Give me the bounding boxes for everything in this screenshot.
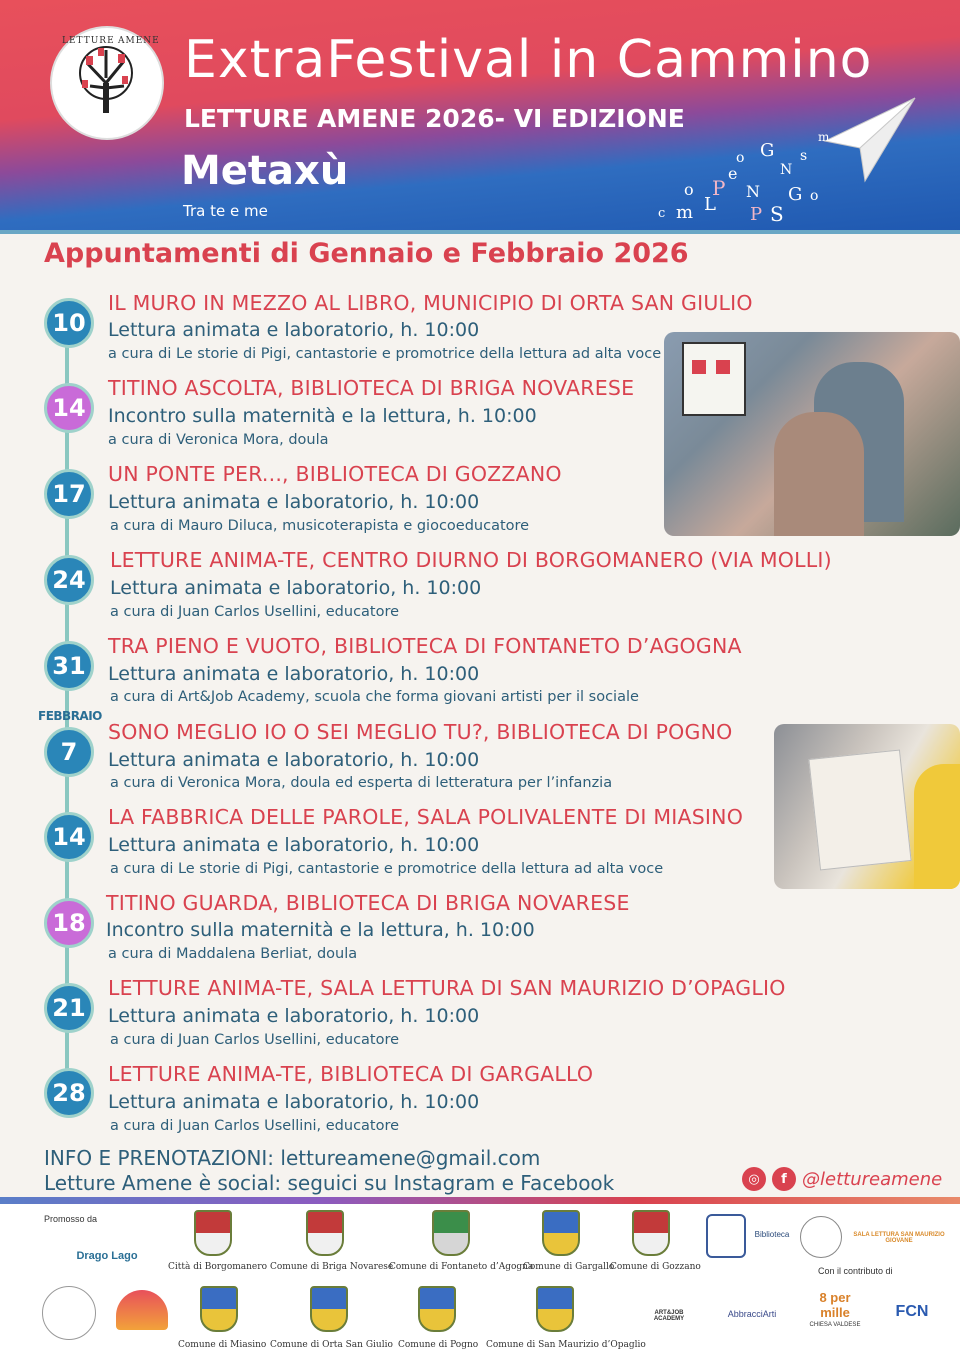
event-organizer: a cura di Le storie di Pigi, cantastorie e promotrice della lettura ad alta voce [108, 346, 662, 362]
event-organizer: a cura di Le storie di Pigi, cantastorie e promotrice della lettura ad alta voce [110, 861, 664, 877]
sponsor-label: Comune di San Maurizio d’Opaglio [486, 1340, 646, 1350]
month-label-febbraio: FEBBRAIO [38, 709, 102, 723]
flying-letters-decoration: c m o L P e o N P G S N G s o m [658, 130, 830, 226]
event-organizer: a cura di Art&Job Academy, scuola che forma giovani artisti per il sociale [110, 689, 639, 705]
art-job-academy-logo: ART&JOB ACADEMY [653, 1310, 685, 1322]
event-description: Lettura animata e laboratorio, h. 10:00 [108, 749, 480, 771]
event-title: TITINO GUARDA, BIBLIOTECA DI BRIGA NOVARESE [106, 891, 630, 915]
event-title: LETTURE ANIMA-TE, CENTRO DIURNO DI BORGOMANERO (VIA MOLLI) [110, 548, 832, 572]
event-title: LETTURE ANIMA-TE, BIBLIOTECA DI GARGALLO [108, 1062, 594, 1086]
timeline-line [65, 320, 69, 1092]
sala-lettura-logo: SALA LETTURA SAN MAURIZIO GIOVANE [853, 1232, 945, 1244]
pogno-crest-icon [418, 1286, 456, 1332]
event-title: UN PONTE PER..., BIBLIOTECA DI GOZZANO [108, 462, 562, 486]
event-date-badge: 24 [44, 555, 94, 605]
event-description: Lettura animata e laboratorio, h. 10:00 [108, 1091, 480, 1113]
header-banner [0, 0, 960, 232]
event-organizer: a cura di Juan Carlos Usellini, educatore [110, 1118, 400, 1134]
sponsor-label: Comune di Fontaneto d’Agogna [389, 1262, 534, 1272]
instagram-icon[interactable]: ◎ [742, 1167, 766, 1191]
event-date-badge: 28 [44, 1068, 94, 1118]
event-title: LA FABBRICA DELLE PAROLE, SALA POLIVALENTE DI MIASINO [108, 805, 744, 829]
event-description: Lettura animata e laboratorio, h. 10:00 [110, 577, 482, 599]
contribution-label: Con il contributo di [818, 1266, 893, 1276]
sponsor-label: Comune di Orta San Giulio [270, 1340, 393, 1350]
briga-crest-icon [306, 1210, 344, 1256]
event-date-badge: 14 [44, 812, 94, 862]
promoted-by-label: Promosso da [44, 1214, 98, 1224]
biblioteca-pubblica-logo [706, 1214, 746, 1258]
event-description: Lettura animata e laboratorio, h. 10:00 [108, 834, 480, 856]
event-title: TITINO ASCOLTA, BIBLIOTECA DI BRIGA NOVARESE [108, 376, 635, 400]
sponsor-label: Comune di Miasino [178, 1340, 267, 1350]
biblioteca-logo: Biblioteca [754, 1229, 790, 1239]
event-date-badge: 17 [44, 469, 94, 519]
sponsor-label: Comune di Gozzano [610, 1262, 701, 1272]
event-title: IL MURO IN MEZZO AL LIBRO, MUNICIPIO DI ORTA SAN GIULIO [108, 291, 753, 315]
info-social: Letture Amene è social: seguici su Instagram e Facebook [44, 1171, 615, 1195]
event-date-badge: 31 [44, 641, 94, 691]
borgomanero-crest-icon [194, 1210, 232, 1256]
drago-lago-logo: Drago Lago [76, 1250, 138, 1262]
photo-children-hugging [664, 332, 960, 536]
orta-crest-icon [310, 1286, 348, 1332]
tagline: Tra te e me [183, 202, 268, 220]
photo-reading-book [774, 724, 960, 889]
footer-divider [0, 1197, 960, 1204]
event-organizer: a cura di Juan Carlos Usellini, educatore [110, 1032, 400, 1048]
sponsor-label: Città di Borgomanero [168, 1262, 267, 1272]
event-description: Lettura animata e laboratorio, h. 10:00 [108, 663, 480, 685]
gozzano-crest-icon [632, 1210, 670, 1256]
event-title: SONO MEGLIO IO O SEI MEGLIO TU?, BIBLIOTECA DI POGNO [108, 720, 733, 744]
social-handle[interactable] [742, 1167, 942, 1191]
theme-title: Metaxù [181, 148, 349, 194]
event-description: Lettura animata e laboratorio, h. 10:00 [108, 491, 480, 513]
gargallo-crest-icon [542, 1210, 580, 1256]
event-date-badge: 10 [44, 298, 94, 348]
event-date-badge: 18 [44, 898, 94, 948]
sponsor-label: Comune di Gargallo [523, 1262, 615, 1272]
fcn-logo: FCN [895, 1303, 929, 1320]
info-booking: INFO E PRENOTAZIONI: lettureamene@gmail.com [44, 1146, 541, 1170]
event-description: Lettura animata e laboratorio, h. 10:00 [108, 319, 480, 341]
association-seal-logo [42, 1286, 96, 1340]
festival-subtitle: LETTURE AMENE 2026- VI EDIZIONE [184, 104, 685, 133]
otto-per-mille-logo: 8 per mille [819, 1290, 851, 1320]
abbracciarti-logo: AbbracciArti [727, 1309, 777, 1319]
event-date-badge: 7 [44, 727, 94, 777]
logo-text-right: AMENE [118, 36, 160, 46]
event-organizer: a cura di Veronica Mora, doula [108, 432, 329, 448]
event-organizer: a cura di Juan Carlos Usellini, educatore [110, 604, 400, 620]
facebook-icon[interactable]: f [772, 1167, 796, 1191]
social-handle-text: @lettureamene [802, 1168, 943, 1190]
biblioteca-seal-logo [800, 1216, 842, 1258]
event-description: Lettura animata e laboratorio, h. 10:00 [108, 1005, 480, 1027]
san-maurizio-crest-icon [536, 1286, 574, 1332]
section-title: Appuntamenti di Gennaio e Febbraio 2026 [44, 238, 689, 269]
festival-title: ExtraFestival in Cammino [184, 30, 873, 90]
event-organizer: a cura di Mauro Diluca, musicoterapista e giocoeducatore [110, 518, 530, 534]
event-date-badge: 21 [44, 983, 94, 1033]
event-organizer: a cura di Veronica Mora, doula ed esperta di letteratura per l’infanzia [110, 775, 613, 791]
event-description: Incontro sulla maternità e la lettura, h. 10:00 [106, 919, 535, 941]
logo-text-top: LETTURE [62, 36, 115, 46]
chiesa-valdese-label: CHIESA VALDESE [809, 1322, 861, 1328]
event-title: TRA PIENO E VUOTO, BIBLIOTECA DI FONTANETO D’AGOGNA [108, 634, 742, 658]
event-description: Incontro sulla maternità e la lettura, h. 10:00 [108, 405, 537, 427]
header-divider [0, 230, 960, 234]
event-organizer: a cura di Maddalena Berliat, doula [108, 946, 358, 962]
miasino-crest-icon [200, 1286, 238, 1332]
sponsor-label: Comune di Briga Novarese [270, 1262, 394, 1272]
fontaneto-crest-icon [432, 1210, 470, 1256]
event-title: LETTURE ANIMA-TE, SALA LETTURA DI SAN MAURIZIO D’OPAGLIO [108, 976, 786, 1000]
sponsor-label: Comune di Pogno [398, 1340, 479, 1350]
event-date-badge: 14 [44, 383, 94, 433]
